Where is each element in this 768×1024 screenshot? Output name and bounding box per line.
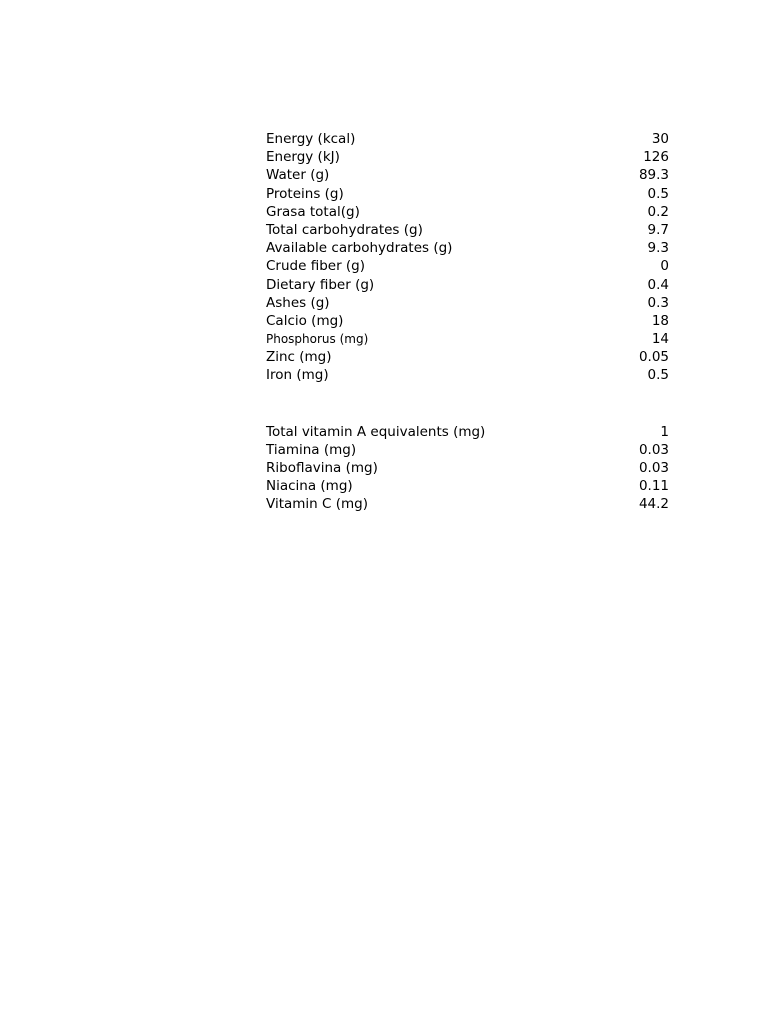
table-row [266,459,669,477]
vitamin-label: Riboflavina (mg) [266,460,378,476]
nutrient-label: Calcio (mg) [266,312,344,329]
table-row [266,477,669,495]
table-row [266,203,669,221]
nutrient-value: 0 [660,258,669,275]
nutrient-label: Zinc (mg) [266,349,332,366]
nutrient-label: Ashes (g) [266,294,330,311]
table-row [266,312,669,330]
table-row [266,423,669,441]
table-row [266,166,669,184]
nutrient-value: 0.5 [647,185,669,202]
nutrient-value: 126 [643,149,669,166]
nutrient-value: 18 [651,312,669,329]
nutrient-value: 0.05 [638,349,669,366]
nutrient-label: Total carbohydrates (g) [266,221,423,238]
vitamin-label: Niacina (mg) [266,478,353,495]
table-row [266,221,669,239]
table-row [266,276,669,294]
nutrient-value: 9.3 [647,240,669,257]
nutrient-label: Available carbohydrates (g) [266,240,453,257]
table-row [266,495,669,513]
vitamin-label: Total vitamin A equivalents (mg) [266,423,486,440]
vitamin-value: 0.11 [638,478,669,495]
nutrient-value: 14 [651,331,669,348]
nutrient-value: 9.7 [647,221,669,238]
section-spacer [266,385,669,423]
nutrient-label: Proteins (g) [266,185,344,202]
table-row [266,348,669,366]
table-row [266,148,669,166]
vitamins-table [266,423,669,514]
nutrient-label: Energy (kcal) [266,131,356,147]
table-row [266,239,669,257]
table-row [266,257,669,275]
vitamin-value: 0.03 [638,460,669,476]
vitamin-value: 44.2 [638,496,669,513]
nutrient-value: 0.2 [647,203,669,220]
table-row [266,441,669,459]
vitamin-value: 0.03 [638,441,669,458]
nutrient-value: 30 [651,131,669,147]
nutrition-sheet [266,130,669,514]
vitamin-label: Tiamina (mg) [266,441,357,458]
vitamin-label: Vitamin C (mg) [266,496,368,513]
nutrient-value: 0.4 [647,276,669,293]
table-row [266,130,669,148]
nutrient-label: Water (g) [266,167,330,184]
nutrient-label: Grasa total(g) [266,203,360,220]
table-row [266,185,669,203]
nutrient-label: Energy (kJ) [266,149,340,166]
nutrient-value: 89.3 [638,167,669,184]
table-row [266,330,669,348]
nutrient-label: Dietary fiber (g) [266,276,375,293]
nutrient-label: Crude fiber (g) [266,258,366,275]
nutrient-value: 0.3 [647,294,669,311]
table-row [266,294,669,312]
nutrients-table [266,130,669,385]
vitamin-value: 1 [660,423,669,440]
nutrient-label: Iron (mg) [266,367,329,384]
table-row [266,366,669,384]
nutrient-value: 0.5 [647,367,669,384]
nutrient-label: Phosphorus (mg) [266,332,369,347]
